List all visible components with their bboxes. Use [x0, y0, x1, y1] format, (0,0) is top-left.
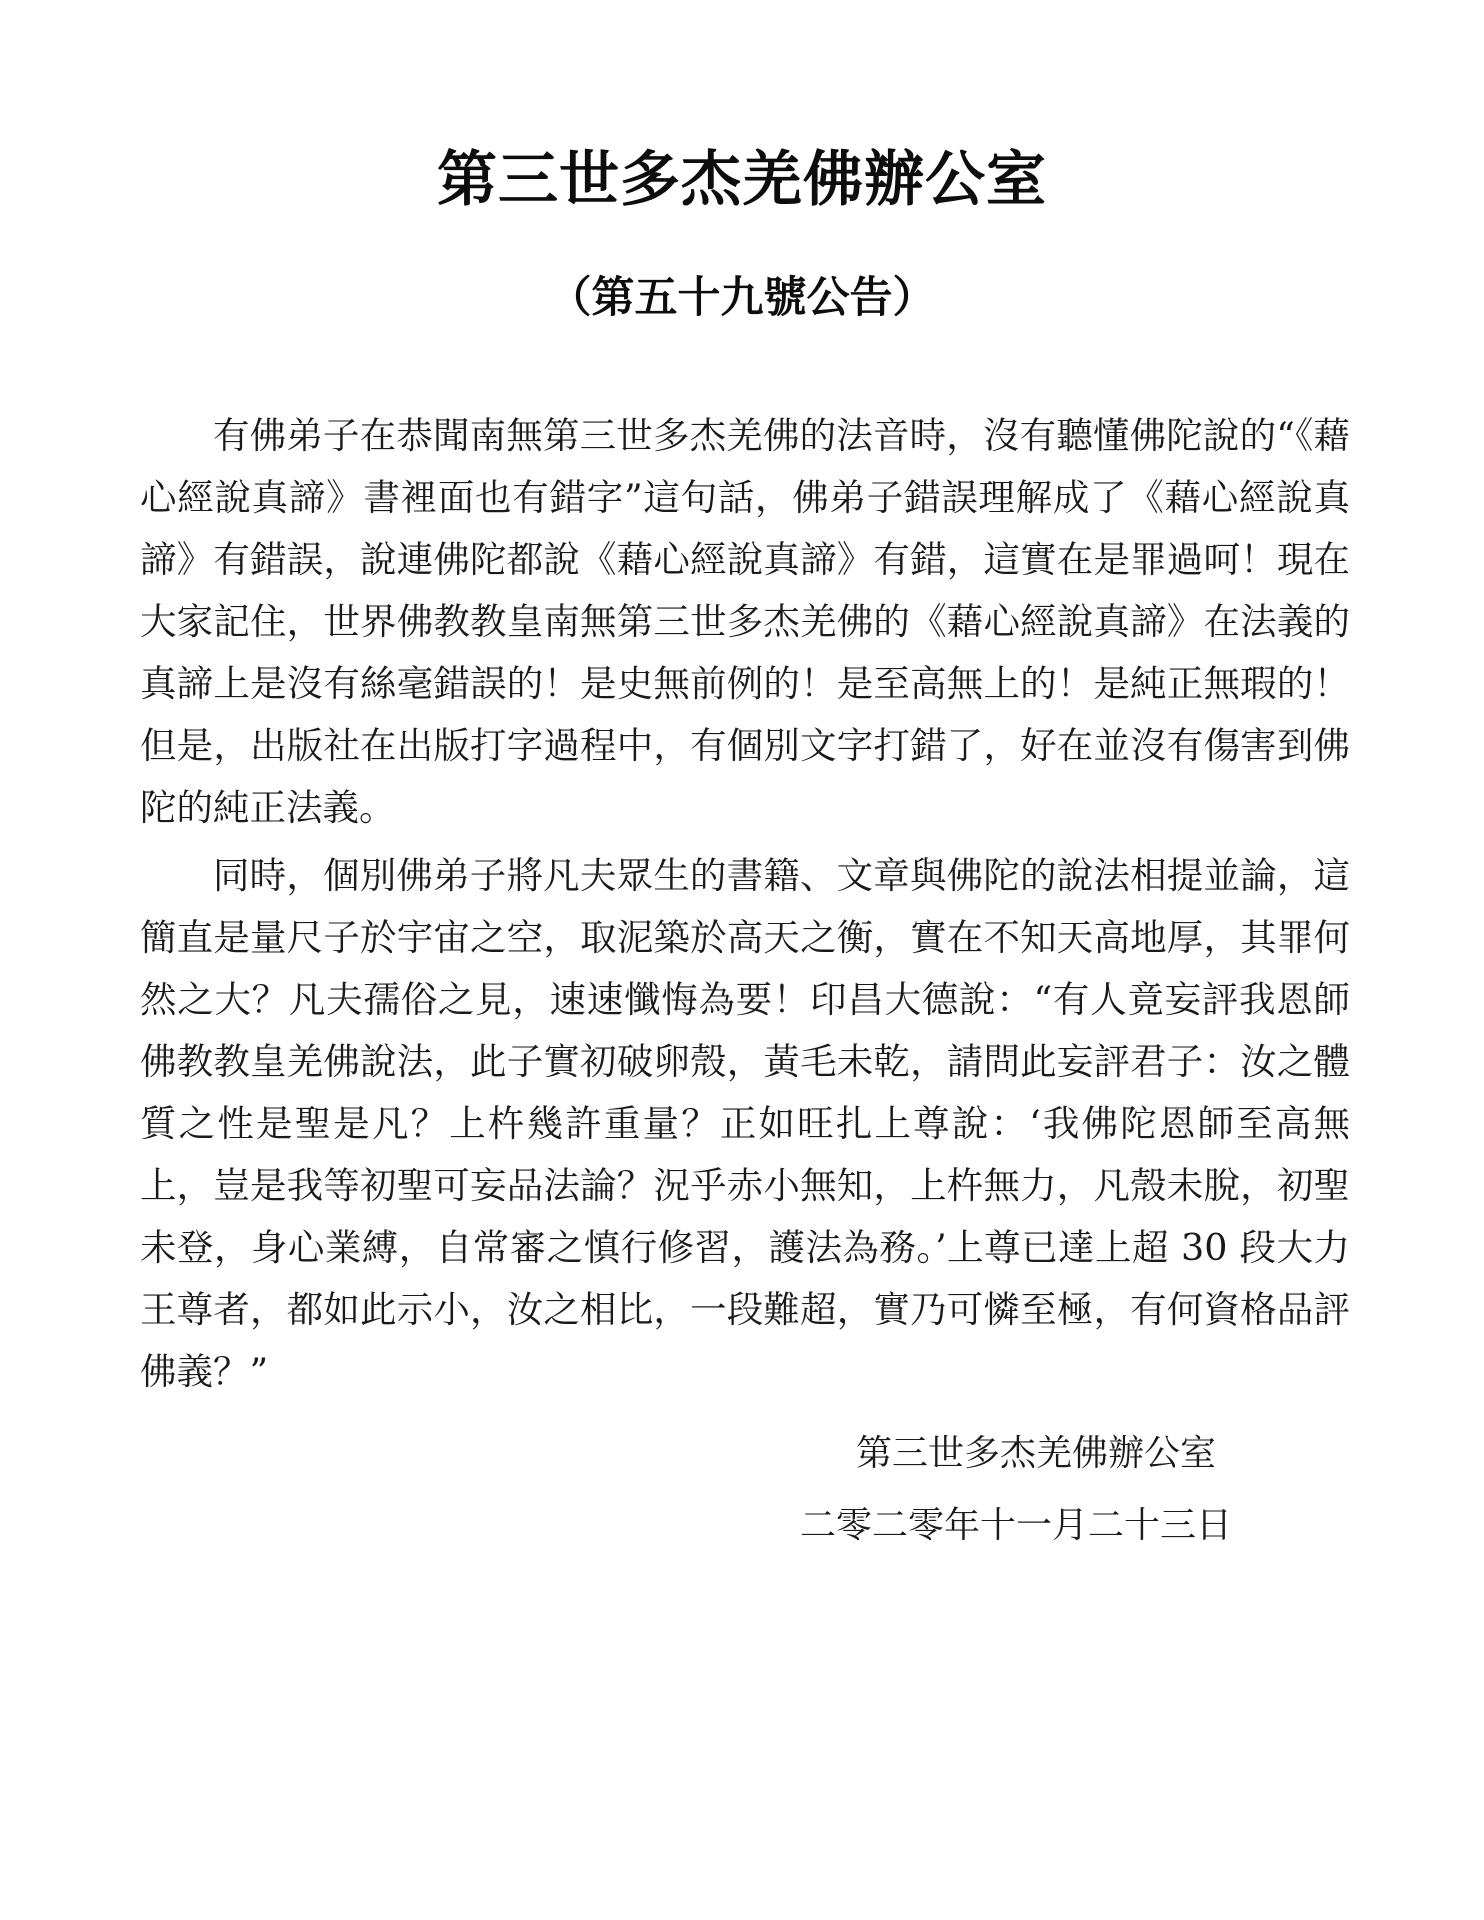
- signature-date: 二零二零年十一月二十三日: [800, 1505, 1233, 1546]
- paragraph-1: 有佛弟子在恭聞南無第三世多杰羌佛的法音時，沒有聽懂佛陀說的“《藉心經說真諦》書裡面也有錯字”這句話，佛弟子錯誤理解成了《藉心經說真諦》有錯誤，說連佛陀都說《藉心經說真諦》有錯，這實在是罪過呵！現在大家記住，世界佛教教皇南無第三世多杰羌佛的《藉心經說真諦》在法義的真諦上是沒有絲毫錯誤的！是史無前例的！是至高無上的！是純正無瑕的！但是，出版社在出版打字過程中，有個別文字打錯了，好在並沒有傷害到佛陀的純正法義。: [140, 414, 1350, 829]
- signature-block: [800, 1418, 1250, 1562]
- announcement-body: [140, 405, 1350, 1409]
- paragraph-2: 同時，個別佛弟子將凡夫眾生的書籍、文章與佛陀的說法相提並論，這簡直是量尺子於宇宙之空，取泥築於高天之衡，實在不知天高地厚，其罪何然之大？凡夫孺俗之見，速速懺悔為要！印昌大德說：“有人竟妄評我恩師佛教教皇羌佛說法，此子實初破卵殼，黃毛未乾，請問此妄評君子：汝之體質之性是聖是凡？上杵幾許重量？正如旺扎上尊說：‘我佛陀恩師至高無上，豈是我等初聖可妄品法論？況乎赤小無知，上杵無力，凡殼未脫，初聖未登，身心業縛，自常審之慎行修習，護法為務。’上尊已達上超 30 段大力王尊者，都如此示小，汝之相比，一段難超，實乃可憐至極，有何資格品評佛義？”: [140, 854, 1350, 1393]
- announcement-number: （第五十九號公告）: [548, 273, 936, 323]
- document-title: 第三世多杰羌佛辦公室: [437, 145, 1047, 215]
- signature-office: 第三世多杰羌佛辦公室: [856, 1433, 1217, 1474]
